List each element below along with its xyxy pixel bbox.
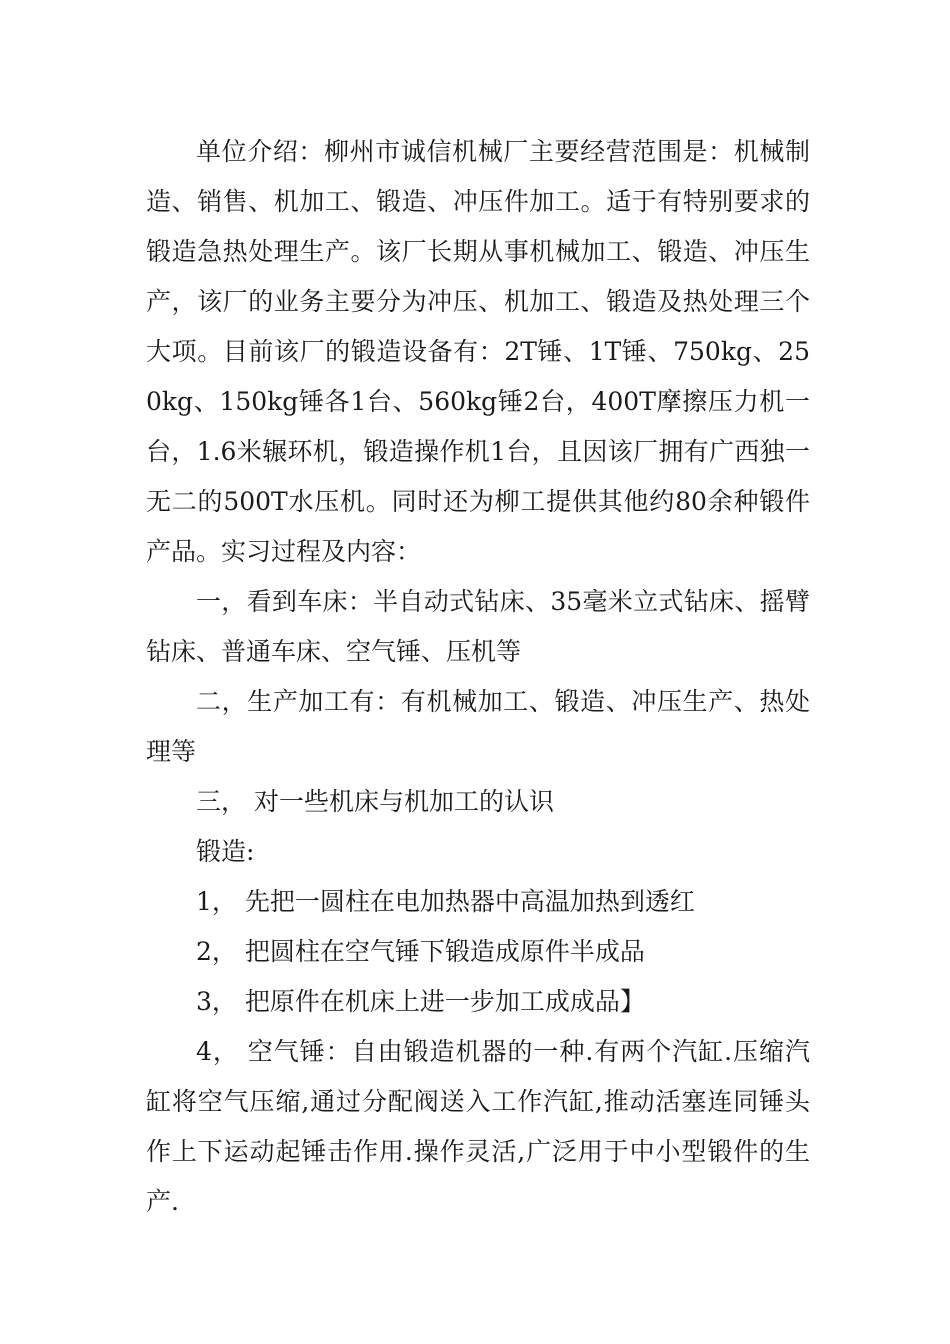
- forging-step-2: 2， 把圆柱在空气锤下锻造成原件半成品: [196, 937, 645, 966]
- intro-paragraph: 单位介绍：柳州市诚信机械厂主要经营范围是：机械制造、销售、机加工、锻造、冲压件加工。适于有特别要求的锻造急热处理生产。该厂长期从事机械加工、锻造、冲压生产，该厂的业务主要分为冲压、机加工、锻造及热处理三个大项。目前该厂的锻造设备有：2T锤、1T锤、750kg、250kg、150kg锤各1台、560kg锤2台，400T摩擦压力机一台，1.6米辗环机，锻造操作机1台，且因该厂拥有广西独一无二的500T水压机。同时还为柳工提供其他约80余种锻件产品。实习过程及内容：: [146, 137, 810, 566]
- equipment-seen-paragraph: 一，看到车床：半自动式钻床、35毫米立式钻床、摇臂钻床、普通车床、空气锤、压机等: [146, 587, 810, 666]
- machine-understanding-heading: 三， 对一些机床与机加工的认识: [196, 787, 554, 816]
- forging-heading: 锻造:: [196, 837, 255, 866]
- forging-step-1: 1， 先把一圆柱在电加热器中高温加热到透红: [196, 887, 695, 916]
- forging-step-3: 3， 把原件在机床上进一步加工成成品】: [196, 987, 645, 1016]
- air-hammer-paragraph: 4， 空气锤：自由锻造机器的一种.有两个汽缸.压缩汽缸将空气压缩,通过分配阀送入工作汽缸,推动活塞连同锤头作上下运动起锤击作用.操作灵活,广泛用于中小型锻件的生产.: [146, 1037, 810, 1216]
- production-processing-paragraph: 二，生产加工有：有机械加工、锻造、冲压生产、热处理等: [146, 687, 810, 766]
- document-body: [146, 127, 810, 1227]
